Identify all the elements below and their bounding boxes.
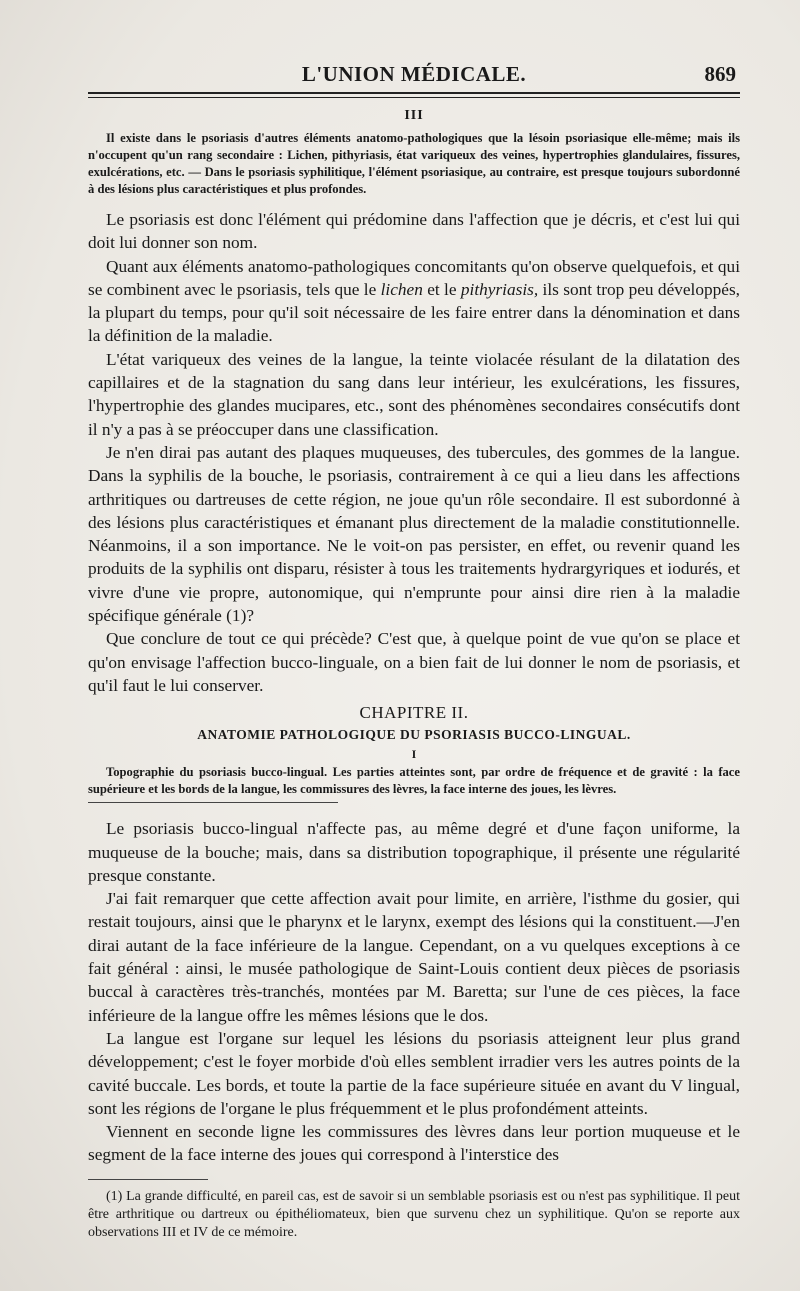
divider (88, 802, 338, 803)
section-number: III (404, 108, 424, 123)
section-summary: Il existe dans le psoriasis d'autres éléments anatomo-pathologiques que la lésoin psoriasique elle-même; mais ils n'occupent qu'un rang secondaire : Lichen, pithyriasis, état variqueux des veines, hypertrophies glandulaires, fissures, exulcérations, etc. — Dans le psoriasis syphilitique, l'élément psoriasique, au contraire, est presque toujours subordonné à des lésions plus caractéristiques et plus profondes. (88, 131, 740, 196)
chapter-subtitle: ANATOMIE PATHOLOGIQUE DU PSORIASIS BUCCO-LINGUAL. (197, 727, 631, 743)
paragraph: Viennent en seconde ligne les commissures des lèvres dans leur portion muqueuse et le segment de la face interne des joues qui correspond à l'interstice des (88, 1122, 740, 1165)
header-rule (88, 92, 740, 98)
paragraph: Je n'en dirai pas autant des plaques muqueuses, des tubercules, des gommes de la langue. Dans la syphilis de la bouche, le psoriasis, contrairement à ce qui a lieu dans les affections arthritiques ou dartreuses de cette région, ne joue qu'un rôle secondaire. Il est subordonné à des lésions plus caractéristiques et émanant plus directement de la maladie constitutionnelle. Néanmoins, il a son importance. Ne le voit-on pas persister, en effet, ou revenir quand les produits de la syphilis ont disparu, résister à tous les traitements hydrargyriques et iodurés, et vivre d'une vie propre, autonomique, qui n'emprunte pour ainsi dire rien à la maladie spécifique générale (1)? (88, 442, 740, 626)
italic-term: lichen (380, 279, 423, 299)
paragraph: L'état variqueux des veines de la langue, la teinte violacée résulant de la dilatation des capillaires et de la stagnation du sang dans leur intérieur, les exulcérations, les fissures, l'hypertrophie des glandes mucipares, etc., sont des phénomènes secondaires consécutifs dont il n'y a pas à se préoccuper dans une classification. (88, 349, 740, 439)
paragraph: Que conclure de tout ce qui précède? C'est que, à quelque point de vue qu'on se place et qu'on envisage l'affection bucco-linguale, on a bien fait de lui donner le nom de psoriasis, et qu'il faut le lui conserver. (88, 629, 740, 695)
paragraph: Quant aux éléments anatomo-pathologiques concomitants qu'on observe quelquefois, et qui se combinent avec le psoriasis, tels que le lichen et le pithyriasis, ils sont trop peu développés, la plupart du temps, pour qu'il soit nécessaire de les faire entrer dans la dénomination et dans la définition de la maladie. (88, 256, 740, 346)
subsection-number: I (411, 747, 417, 762)
footnote-divider (88, 1179, 208, 1180)
paragraph: Le psoriasis bucco-lingual n'affecte pas, au même degré et d'une façon uniforme, la muqueuse de la bouche; mais, dans sa distribution topographique, il présente une régularité presque constante. (88, 819, 740, 885)
chapter-title: CHAPITRE II. (359, 703, 469, 723)
running-header (88, 58, 740, 94)
paragraph: Le psoriasis est donc l'élément qui prédomine dans l'affection que je décris, et c'est lui qui doit lui donner son nom. (88, 210, 740, 253)
subsection-summary: Topographie du psoriasis bucco-lingual. Les parties atteintes sont, par ordre de fréquence et de gravité : la face supérieure et les bords de la langue, les commissures des lèvres, la face interne des joues, les lèvres. (88, 765, 740, 797)
footnote: (1) La grande difficulté, en pareil cas, est de savoir si un semblable psoriasis est ou n'est pas syphilitique. Il peut être arthritique ou dartreux ou épithéliomateux, bien que survenu chez un syphilitique. Qu'on se reporte aux observations III et IV de ce mémoire. (88, 1188, 740, 1240)
italic-term: pithyriasis, (460, 279, 539, 299)
paragraph: J'ai fait remarquer que cette affection avait pour limite, en arrière, l'isthme du gosier, qui restait toujours, ainsi que le pharynx et le larynx, exempt des lésions qui la constituent.—J'en dirai autant de la face inférieure de la langue. Cependant, on a vu quelques exceptions à ce fait général : ainsi, le musée pathologique de Saint-Louis contient deux pièces de psoriasis buccal à caractères très-tranchés, montées par M. Baretta; sur l'une de ces pièces, la face inférieure de la langue offre les mêmes lésions que le dos. (88, 889, 740, 1025)
page-number: 869 (704, 62, 736, 86)
page-content (88, 108, 740, 1242)
journal-title: L'UNION MÉDICALE. (301, 62, 527, 86)
paragraph: La langue est l'organe sur lequel les lésions du psoriasis atteignent leur plus grand développement; c'est le foyer morbide d'où elles semblent irradier vers les autres points de la cavité buccale. Les bords, et toute la partie de la face supérieure située en avant du V lingual, sont les régions de l'organe le plus fréquemment et le plus profondément atteints. (88, 1028, 740, 1118)
